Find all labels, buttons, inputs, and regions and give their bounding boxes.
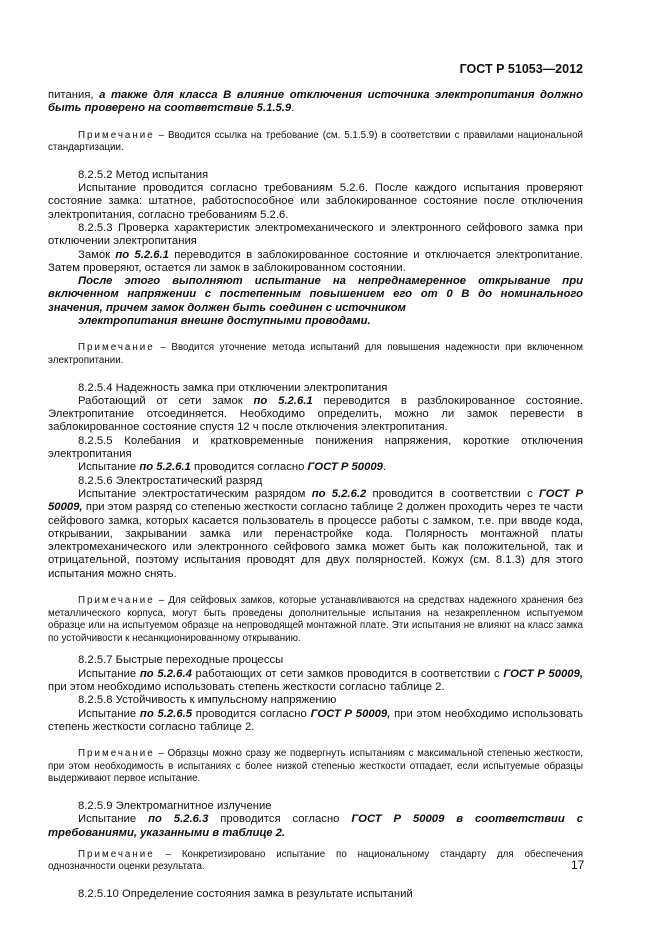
note-2: Примечание – Вводится уточнение метода испытаний для повышения надежности при включенном электропитании. [48, 342, 583, 366]
section-8-2-5-5-text: Испытание по 5.2.6.1 проводится согласно ГОСТ Р 50009. [78, 461, 387, 474]
paragraph-continuation: питания, а также для класса В влияние отключения источника электропитания должно быть проверено на соответствие 5.1.5.9. [48, 89, 584, 115]
section-8-2-5-6-text: Испытание электростатическим разрядом по 5.2.6.2 проводится в соответствии с ГОСТ Р 50009, при этом разряд со степенью жесткости согласно таблице 2 должен проходить через те части сейфового замка, которых касается пользователь в процессе работы с замком, т.е. при вводе кода, открывании, закрывании замка или перенастройке кода. Полярность монтажной платы электромеханического или электронного сейфового замка может быть как положительной, так и отрицательной, поэтому испытания проводят для двух полярностей. Кожух (см. 8.1.3) для этого испытания можно снять. [48, 487, 583, 580]
note-5: Примечание – Конкретизировано испытание по национальному стандарту для обеспечения однозначности оценки результата. [48, 848, 583, 873]
note-4: Примечание – Образцы можно сразу же подвергнуть испытаниям с максимальной степенью жесткости, при этом необходимость в испытаниях с более низкой степенью жесткости отпадает, если испытуемые образцы выдерживают первое испытание. [48, 748, 583, 785]
note-3: Примечание – Для сейфовых замков, которые устанавливаются на средствах надежного хранения без металлического корпуса, могут быть проведены дополнительные испытания на незакрепленном испытуемом образце или на испытуемом образце на непроводящей монтажной плате. Эти испытания не влияют на класс замка по устойчивости к несанкционированному открыванию. [48, 594, 583, 644]
section-8-2-5-3-added-text-2: электропитания внешне доступными проводами. [78, 315, 371, 328]
document-body [48, 89, 583, 901]
section-8-2-5-3-title: 8.2.5.3 Проверка характеристик электромеханического и электронного сейфового замка при отключении электропитания [48, 221, 583, 248]
section-8-2-5-5-title: 8.2.5.5 Колебания и кратковременные понижения напряжения, короткие отключения электропитания [48, 434, 583, 461]
document-header: ГОСТ Р 51053—2012 [459, 62, 583, 76]
section-8-2-5-8-text: Испытание по 5.2.6.5 проводится согласно ГОСТ Р 50009, при этом необходимо использовать степень жесткости согласно таблице 2. [48, 707, 583, 733]
section-8-2-5-3-text: Замок по 5.2.6.1 переводится в заблокированное состояние и отключается электропитание. Затем проверяют, остается ли замок в заблокированном состоянии. [48, 248, 583, 274]
page-number: 17 [571, 858, 585, 872]
section-8-2-5-8-title: 8.2.5.8 Устойчивость к импульсному напряжению [78, 694, 337, 707]
section-8-2-5-7-text: Испытание по 5.2.6.4 работающих от сети замков проводится в соответствии с ГОСТ Р 50009, при этом необходимо использовать степень жесткости согласно таблице 2. [48, 667, 583, 693]
section-8-2-5-2-title: 8.2.5.2 Метод испытания [78, 168, 209, 181]
section-8-2-5-10-title: 8.2.5.10 Определение состояния замка в результате испытаний [78, 888, 413, 900]
section-8-2-5-7-title: 8.2.5.7 Быстрые переходные процессы [78, 654, 284, 667]
section-8-2-5-4-title: 8.2.5.4 Надежность замка при отключении электропитания [78, 381, 388, 394]
section-8-2-5-2-text: Испытание проводится согласно требованиям 5.2.6. После каждого испытания проверяют состояние замка: штатное, работоспособное или заблокированное состояние после отключения электропитания, согласно требованиям 5.2.6. [48, 182, 583, 221]
section-8-2-5-9-text: Испытание по 5.2.6.3 проводится согласно ГОСТ Р 50009 в соответствии с требованиями, указанными в таблице 2. [48, 813, 584, 839]
section-8-2-5-9-title: 8.2.5.9 Электромагнитное излучение [78, 799, 272, 812]
section-8-2-5-6-title: 8.2.5.6 Электростатический разряд [78, 474, 263, 487]
section-8-2-5-4-text: Работающий от сети замок по 5.2.6.1 переводится в разблокированное состояние. Электропитание отсоединяется. Необходимо определить, можно ли замок перевести в заблокированное состояние спустя 12 ч после отключения электропитания. [48, 394, 583, 434]
note-1: Примечание – Вводится ссылка на требование (см. 5.1.5.9) в соответствии с правилами национальной стандартизации. [48, 129, 583, 154]
section-8-2-5-3-added-text: После этого выполняют испытание на непреднамеренное открывание при включенном напряжении с постепенным повышением его от 0 В до номинального значения, причем замок должен быть соединен с источником [48, 275, 583, 314]
